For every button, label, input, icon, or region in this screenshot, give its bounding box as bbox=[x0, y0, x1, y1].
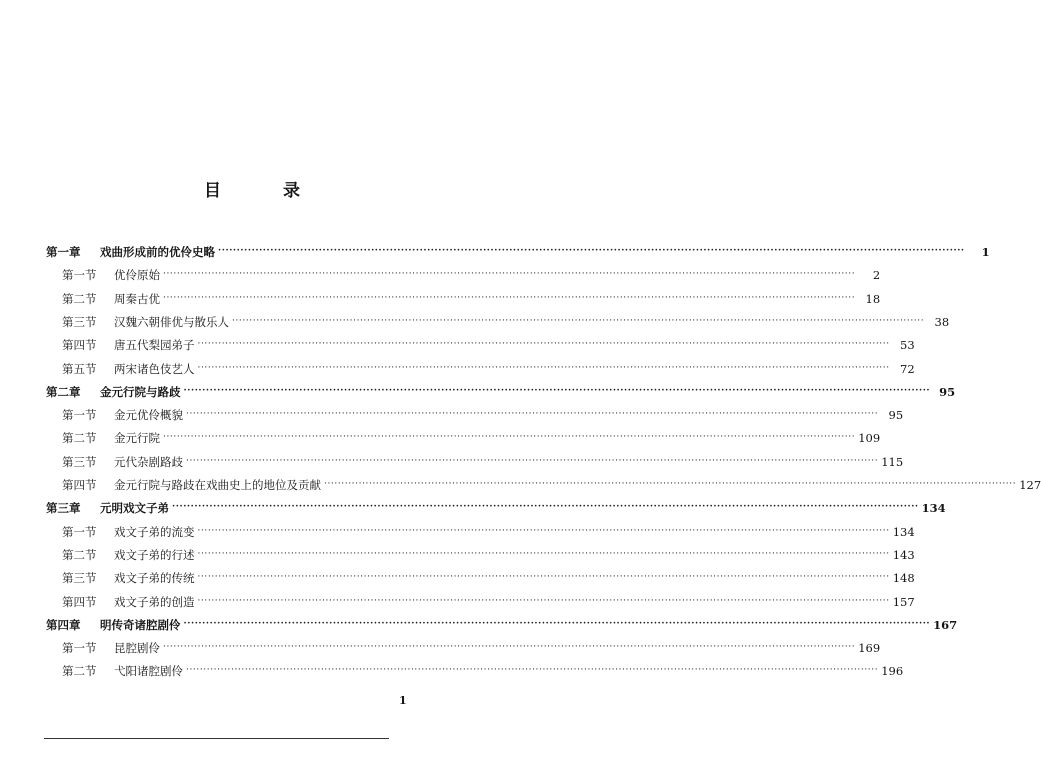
page-number: 95 bbox=[939, 384, 956, 399]
chapter-number: 第一章 bbox=[46, 245, 81, 259]
dot-leader: ········································································································································································································ bbox=[186, 665, 879, 676]
toc-chapter-entry bbox=[46, 382, 956, 402]
page-number: 148 bbox=[892, 571, 915, 586]
page-number: 134 bbox=[892, 524, 915, 539]
page-number: 53 bbox=[900, 338, 915, 353]
toc-section-entry bbox=[62, 661, 904, 681]
toc-section-entry bbox=[62, 452, 904, 472]
chapter-title: 明传奇诸腔剧伶 bbox=[100, 617, 181, 632]
page-number: 143 bbox=[892, 547, 915, 562]
dot-leader: ········································································································································································································ bbox=[163, 642, 856, 653]
section-title: 汉魏六朝俳优与散乐人 bbox=[114, 314, 229, 329]
page-number: 157 bbox=[892, 594, 915, 609]
dot-leader: ········································································································································································································ bbox=[197, 595, 890, 606]
toc-section-entry bbox=[62, 312, 950, 332]
section-number: 第五节 bbox=[62, 361, 97, 376]
section-number: 第四节 bbox=[62, 478, 97, 492]
dot-leader: ········································································································································································································ bbox=[218, 246, 965, 256]
page-folio: 1 bbox=[399, 694, 407, 707]
toc-section-entry bbox=[62, 265, 881, 285]
section-title: 周秦古优 bbox=[114, 291, 160, 306]
page-number: 109 bbox=[858, 431, 881, 446]
chapter-number: 第四章 bbox=[46, 617, 81, 632]
page-title: 目 录 bbox=[204, 181, 328, 201]
section-number: 第一节 bbox=[62, 641, 97, 656]
page-number: 127 bbox=[1019, 478, 1041, 492]
dot-leader: ········································································································································································································ bbox=[232, 315, 925, 326]
toc-section-entry bbox=[62, 428, 881, 448]
section-title: 戏文子弟的行述 bbox=[114, 547, 195, 562]
page-number: 115 bbox=[881, 454, 904, 469]
dot-leader: ········································································································································································································ bbox=[172, 502, 919, 513]
dot-leader: ········································································································································································································ bbox=[183, 618, 931, 629]
page-number: 2 bbox=[872, 268, 881, 283]
section-title: 戏文子弟的流变 bbox=[114, 524, 195, 539]
section-title: 金元优伶概貌 bbox=[114, 408, 183, 423]
bottom-rule bbox=[44, 738, 389, 739]
section-number: 第二节 bbox=[62, 664, 97, 679]
section-title: 金元行院与路歧在戏曲史上的地位及贡献 bbox=[114, 478, 321, 492]
section-number: 第一节 bbox=[62, 408, 97, 423]
page-number: 169 bbox=[858, 641, 881, 656]
page-number: 18 bbox=[865, 291, 881, 306]
toc-section-entry bbox=[62, 592, 915, 612]
dot-leader: ········································································································································································································ bbox=[186, 409, 879, 420]
dot-leader: ········································································································································································································ bbox=[163, 269, 856, 280]
section-title: 优伶原始 bbox=[114, 268, 160, 283]
section-title: 戏文子弟的创造 bbox=[114, 594, 195, 609]
section-title: 弋阳诸腔剧伶 bbox=[114, 664, 183, 679]
chapter-title: 金元行院与路歧 bbox=[100, 384, 181, 399]
section-number: 第二节 bbox=[62, 431, 97, 446]
toc-section-entry bbox=[62, 475, 1041, 495]
toc-section-entry bbox=[62, 359, 915, 379]
page-number: 95 bbox=[888, 408, 904, 423]
toc-section-entry bbox=[62, 568, 915, 588]
page-number: 1 bbox=[981, 245, 990, 259]
section-title: 唐五代梨园弟子 bbox=[114, 338, 195, 353]
toc-section-entry bbox=[62, 335, 915, 355]
chapter-number: 第二章 bbox=[46, 384, 81, 399]
section-title: 元代杂剧路歧 bbox=[114, 454, 183, 469]
toc-section-entry bbox=[62, 545, 915, 565]
section-title: 金元行院 bbox=[114, 431, 160, 446]
section-number: 第四节 bbox=[62, 594, 97, 609]
dot-leader: ········································································································································································································ bbox=[186, 455, 879, 466]
section-number: 第二节 bbox=[62, 547, 97, 562]
toc-section-entry bbox=[62, 289, 881, 309]
toc-chapter-entry bbox=[46, 615, 958, 635]
page-number: 72 bbox=[900, 361, 915, 376]
section-number: 第三节 bbox=[62, 571, 97, 586]
section-title: 昆腔剧伶 bbox=[114, 641, 160, 656]
toc-chapter-entry bbox=[46, 498, 946, 518]
dot-leader: ········································································································································································································ bbox=[324, 479, 1017, 489]
dot-leader: ········································································································································································································ bbox=[197, 572, 890, 583]
toc-chapter-entry bbox=[46, 242, 990, 262]
dot-leader: ········································································································································································································ bbox=[183, 385, 931, 396]
section-number: 第一节 bbox=[62, 268, 97, 283]
toc-section-entry bbox=[62, 638, 881, 658]
page-number: 196 bbox=[881, 664, 904, 679]
section-number: 第二节 bbox=[62, 291, 97, 306]
dot-leader: ········································································································································································································ bbox=[163, 292, 856, 303]
section-title: 戏文子弟的传统 bbox=[114, 571, 195, 586]
section-number: 第三节 bbox=[62, 454, 97, 469]
section-number: 第一节 bbox=[62, 524, 97, 539]
section-number: 第三节 bbox=[62, 314, 97, 329]
dot-leader: ········································································································································································································ bbox=[197, 548, 890, 559]
page-number: 134 bbox=[921, 501, 946, 516]
section-number: 第四节 bbox=[62, 338, 97, 353]
section-title: 两宋诸色伎艺人 bbox=[114, 361, 195, 376]
dot-leader: ········································································································································································································ bbox=[163, 432, 856, 443]
chapter-number: 第三章 bbox=[46, 501, 81, 516]
page-number: 38 bbox=[934, 314, 950, 329]
dot-leader: ········································································································································································································ bbox=[197, 525, 890, 536]
toc-section-entry bbox=[62, 405, 904, 425]
chapter-title: 戏曲形成前的优伶史略 bbox=[100, 245, 215, 259]
dot-leader: ········································································································································································································ bbox=[197, 362, 890, 373]
toc-section-entry bbox=[62, 522, 915, 542]
chapter-title: 元明戏文子弟 bbox=[100, 501, 169, 516]
page-number: 167 bbox=[933, 617, 958, 632]
dot-leader: ········································································································································································································ bbox=[197, 339, 890, 350]
